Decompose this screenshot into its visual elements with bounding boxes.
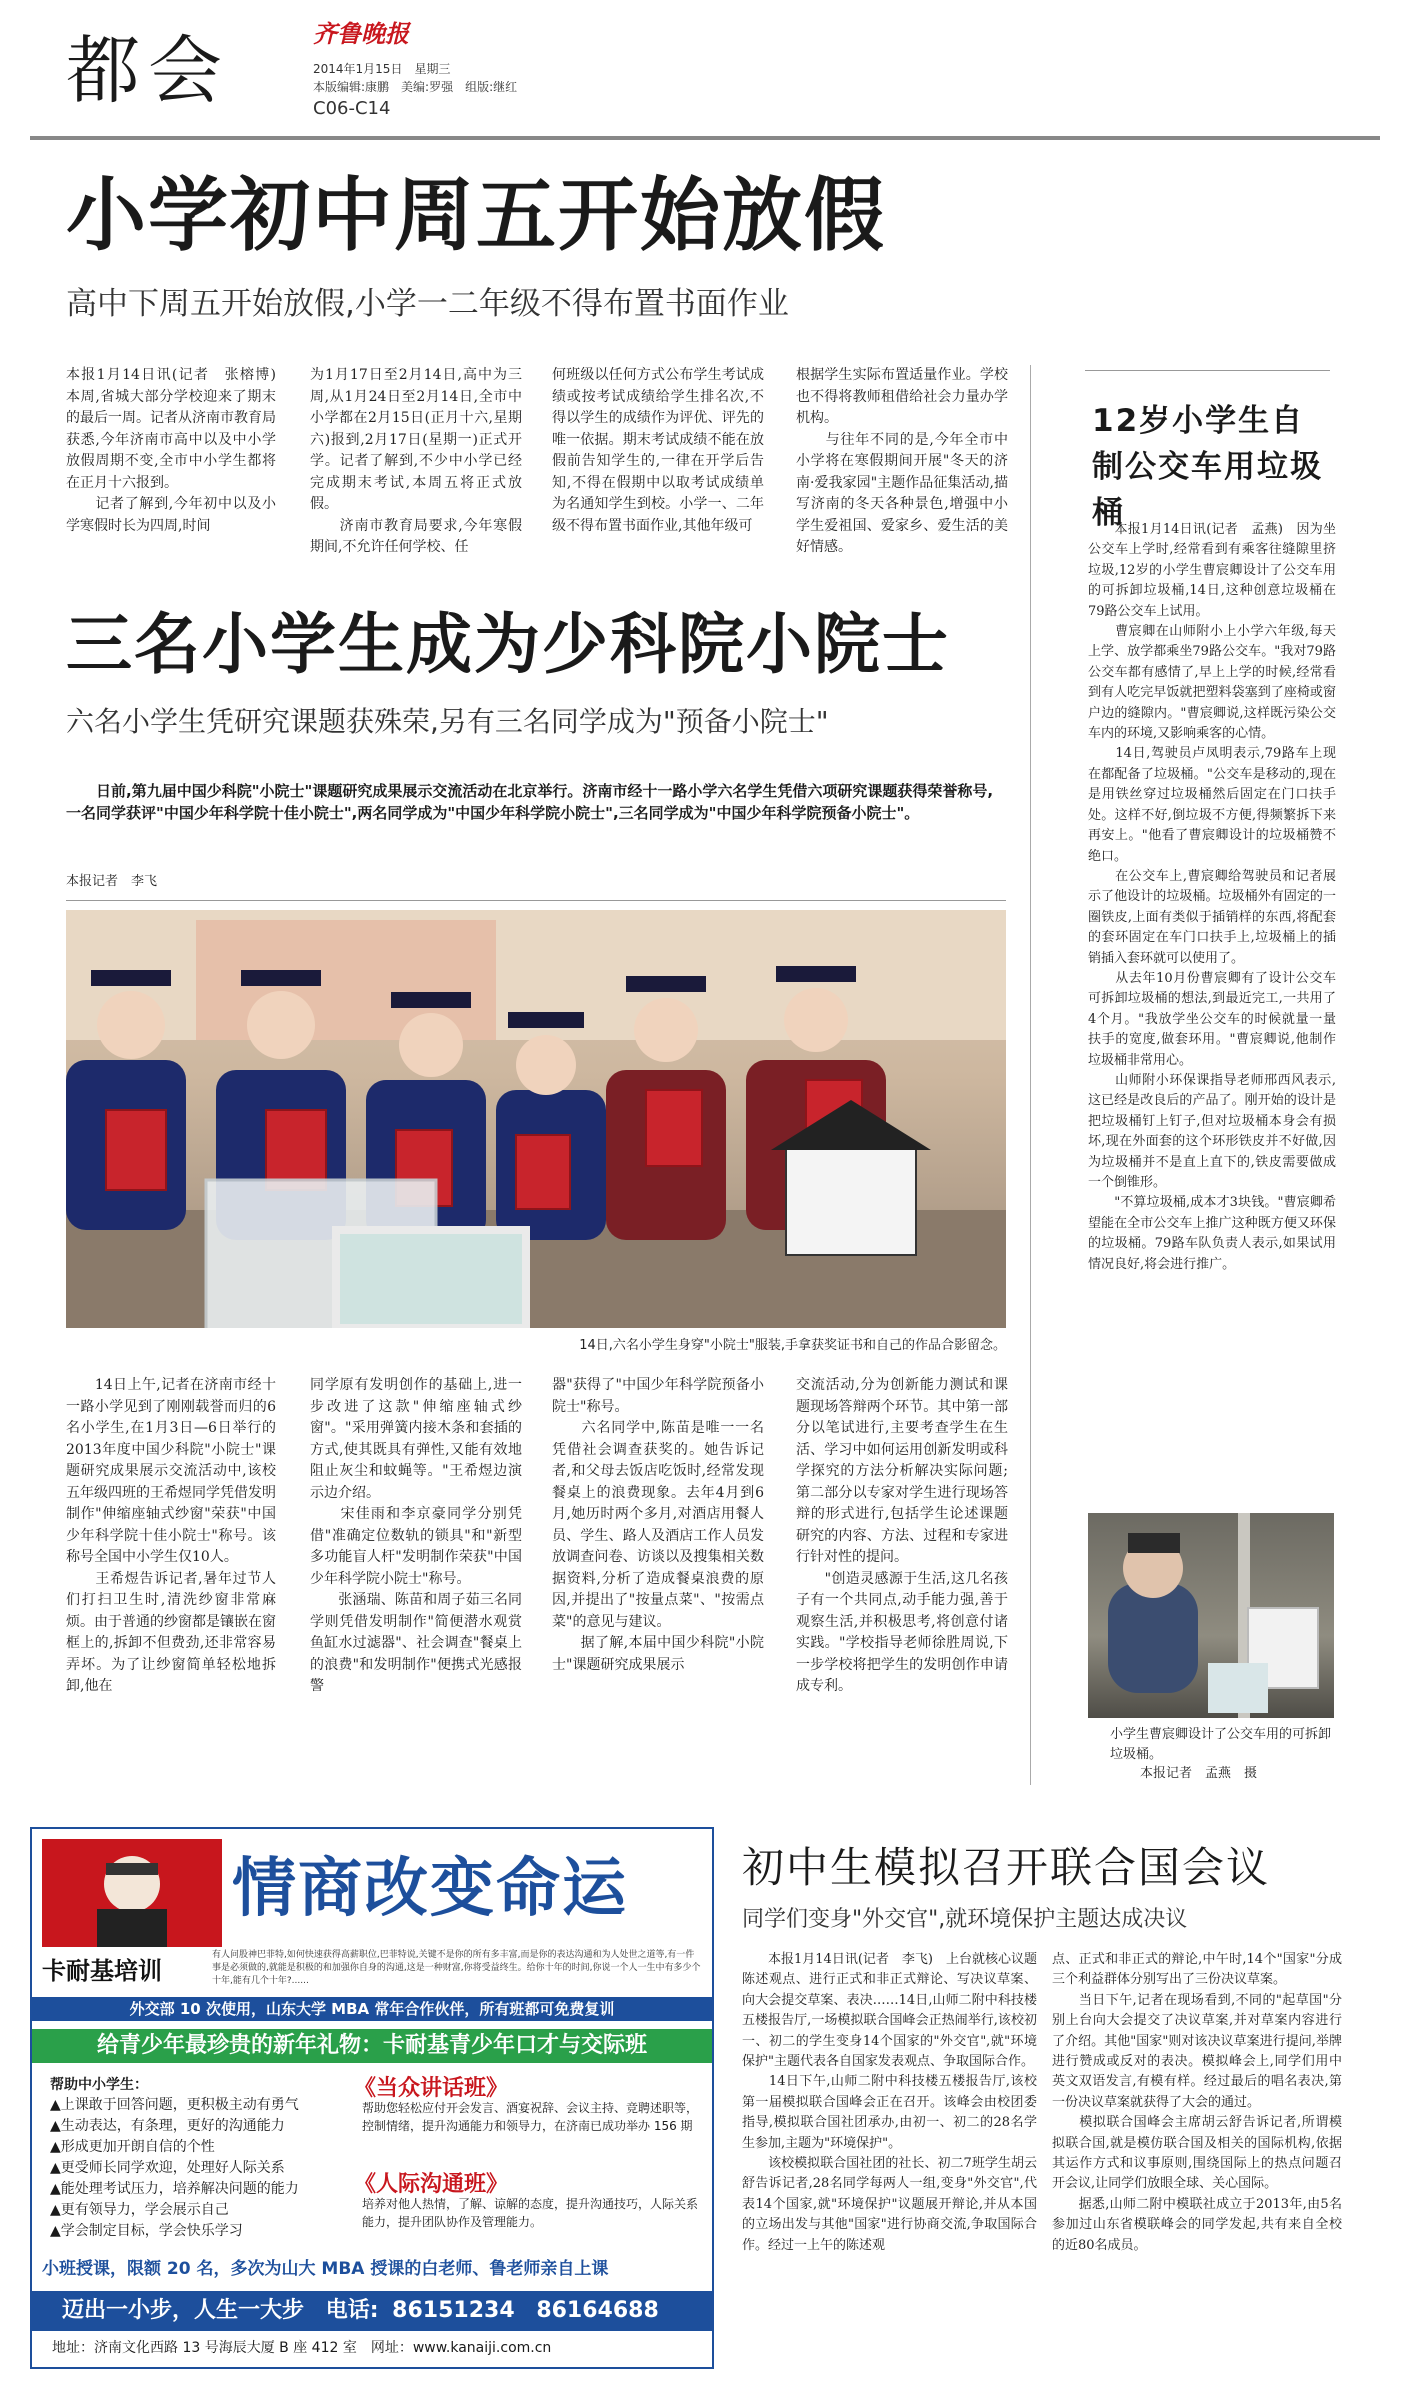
story1-col3: 何班级以任何方式公布学生考试成绩或按考试成绩给学生排名次,不得以学生的成绩作为评优、评先的唯一依据。期末考试成绩不能在放假前告知学生的,一律在开学后告知,不得在假期中以取考试成绩单为名通知学生到校。小学一、二年级不得布置书面作业,其他年级可: [552, 367, 764, 534]
story1-subhead: 高中下周五开始放假,小学一二年级不得布置书面作业: [66, 286, 789, 322]
column-divider: [1030, 365, 1031, 1785]
bus-bin-photo-art: [1088, 1513, 1334, 1718]
story1-col4: 根据学生实际布置适量作业。学校也不得将教师租借给社会力量办学机构。 与往年不同的是,今年全市中小学将在寒假期间开展"冬天的济南·爱我家园"主题作品征集活动,描写济南的冬天各种景色,增强中小学生爱祖国、爱家乡、爱生活的美好情感。: [796, 367, 1008, 555]
ad-small-class: 小班授课，限额 20 名，多次为山大 MBA 授课的白老师、鲁老师亲自上课: [42, 2259, 609, 2279]
ad-help-title: 帮助中小学生：: [50, 2077, 148, 2093]
story2-col3: 器"获得了"中国少年科学院预备小院士"称号。 六名同学中,陈苗是唯一一名凭借社会调查获奖的。她告诉记者,和父母去饭店吃饭时,经常发现餐桌上的浪费现象。去年4月到6月,她历时两个多月,对酒店用餐人员、学生、路人及酒店工作人员发放调查问卷、访谈以及搜集相关数据资料,分析了造成餐桌浪费的原因,并提出了"按量点菜"、"按需点菜"的意见与建议。 据了解,本届中国少科院"小院士"课题研究成果展示: [552, 1377, 764, 1673]
story1-col1: 本报1月14日讯(记者 张榕博) 本周,省城大部分学校迎来了期末的最后一周。记者从济南市教育局获悉,今年济南市高中以及中小学放假周期不变,全市中小学生都将在正月十六报到。 记者了解到,今年初中以及小学寒假时长为四周,时间: [66, 367, 276, 534]
story2-subhead: 六名小学生凭研究课题获殊荣,另有三名同学成为"预备小院士": [66, 705, 829, 738]
bus-bin-caption: 小学生曹宸卿设计了公交车用的可拆卸垃圾桶。: [1110, 1727, 1332, 1762]
story2-col2: 同学原有发明创作的基础上,进一步改进了这款"伸缩座轴式纱窗"。"采用弹簧内接木条和套插的方式,使其既具有弹性,又能有效地阻止灰尘和蚊蝇等。"王希煜边演示边介绍。 宋佳雨和李京豪同学分别凭借"准确定位数轨的锁具"和"新型多功能盲人杆"发明制作荣获"中国少年科学院小院士"称号。 张涵瑞、陈苗和周子茹三名同学则凭借发明制作"简便潜水观赏鱼缸水过滤器"、社会调查"餐桌上的浪费"和发明制作"便携式光感报警: [310, 1377, 522, 1694]
bus-bin-photo: [1088, 1513, 1334, 1718]
story2-divider: [66, 900, 1006, 901]
story2-byline: 本报记者 李飞: [66, 874, 158, 889]
ad-partner-bar: 外交部 10 次使用，山东大学 MBA 常年合作伙伴，所有班都可免费复训: [32, 1997, 712, 2021]
story4-headline: 初中生模拟召开联合国会议: [742, 1843, 1271, 1892]
ad-phone-label: 电话:: [325, 2298, 379, 2323]
story3-body: 本报1月14日讯(记者 孟燕) 因为坐公交车上学时,经常看到有乘客往缝隙里挤垃圾,12岁的小学生曹宸卿设计了公交车用的可拆卸垃圾桶,14日,这种创意垃圾桶在79路公交车上试用。 曹宸卿在山师附小上小学六年级,每天上学、放学都乘坐79路公交车。"我对79路公交车都有感情了,早上上学的时候,经常看到有人吃完早饭就把塑料袋塞到了座椅或窗户边的缝隙内。"曹宸卿说,这样既污染公交车内的环境,又影响乘客的心情。 14日,驾驶员卢凤明表示,79路车上现在都配备了垃圾桶。"公交车是移动的,现在是用铁丝穿过垃圾桶然后固定在门口扶手处。这样不好,倒垃圾不方便,得频繁拆下来再安上。"他看了曹宸卿设计的垃圾桶赞不绝口。 在公交车上,曹宸卿给驾驶员和记者展示了他设计的垃圾桶。垃圾桶外有固定的一圈铁皮,上面有类似于插销样的东西,将配套的套环固定在车门口扶手上,垃圾桶上的插销插入套环就可以使用了。 从去年10月份曹宸卿有了设计公交车可拆卸垃圾桶的想法,到最近完工,一共用了4个月。"我放学坐公交车的时候就量一量扶手的宽度,做套环用。"曹宸卿说,他制作垃圾桶非常用心。 山师附小环保课指导老师邢西风表示,这已经是改良后的产品了。刚开始的设计是把垃圾桶钉上钉子,但对垃圾桶本身会有损坏,现在外面套的这个环形铁皮并不好做,因为垃圾桶并不是直上直下的,铁皮需要做成一个倒锥形。 "不算垃圾桶,成本才3块钱。"曹宸卿希望能在全市公交车上推广这种既方便又环保的垃圾桶。79路车队负责人表示,如果试用情况良好,将会进行推广。: [1088, 522, 1336, 1272]
ad-slogan: 迈出一小步，人生一大步: [62, 2298, 305, 2323]
editor-credits: 本版编辑:康鹏 美编:罗强 组版:继红: [313, 80, 518, 94]
issue-date: 2014年1月15日 星期三: [313, 62, 451, 76]
main-photo-caption: 14日,六名小学生身穿"小院士"服装,手拿获奖证书和自己的作品合影留念。: [579, 1338, 1006, 1353]
story2-col4: 交流活动,分为创新能力测试和课题现场答辩两个环节。其中第一部分以笔试进行,主要考查学生在生活、学习中如何运用创新发明或科学探究的方法分析解决实际问题;第二部分以专家对学生进行现场答辩的形式进行,包括学生论述课题研究的内容、方法、过程和专家进行针对性的提问。 "创造灵感源于生活,这几名孩子有一个共同点,动手能力强,善于观察生活,并积极思考,将创意付诸实践。"学校指导老师徐胜周说,下一步学校将把学生的发明创作申请成专利。: [796, 1377, 1008, 1694]
ad-title: 情商改变命运: [232, 1851, 628, 1926]
ad-contact-bar: [32, 2291, 712, 2331]
story2-lead: 日前,第九届中国少科院"小院士"课题研究成果展示交流活动在北京举行。济南市经十一路小学六名学生凭借六项研究课题获得荣誉称号,一名同学获评"中国少年科学院十佳小院士",两名同学成为"中国少年科学院小院士",三名同学成为"中国少年科学院预备小院士"。: [66, 782, 994, 822]
ad-help-item: ▲生动表达，有条理，更好的沟通能力: [50, 2118, 285, 2134]
story3-top-rule: [1085, 370, 1330, 371]
story2-col1: 14日上午,记者在济南市经十一路小学见到了刚刚载誉而归的6名小学生,在1月3日—6日举行的2013年度中国少科院"小院士"课题研究成果展示交流活动中,该校五年级四班的王希煜同学凭借发明制作"伸缩座轴式纱窗"荣获"中国少年科学院十佳小院士"称号。该称号全国中小学生仅10人。 王希煜告诉记者,暑年过节人们打扫卫生时,清洗纱窗非常麻烦。由于普通的纱窗都是镶嵌在窗框上的,拆卸不但费劲,还非常容易弄坏。为了让纱窗简单轻松地拆卸,他在: [66, 1377, 276, 1694]
ad-phone-1: 86151234: [392, 2298, 515, 2323]
masthead-rule: [30, 136, 1380, 140]
ad-help-list: [50, 2095, 350, 2242]
students-group-photo: [66, 910, 1006, 1328]
story4-subhead: 同学们变身"外交官",就环境保护主题达成决议: [742, 1907, 1188, 1932]
newspaper-logo: 齐鲁晚报: [313, 19, 409, 48]
story2-headline: 三名小学生成为少科院小院士: [66, 606, 950, 683]
section-title: 都会: [66, 28, 230, 114]
ad-course1-text: 帮助您轻松应付开会发言、酒宴祝辞、会议主持、竞聘述职等，控制情绪，提升沟通能力和领导力，在济南已成功举办 156 期: [362, 2101, 699, 2133]
ad-help-item: ▲形成更加开朗自信的个性: [50, 2139, 215, 2155]
story4-col1: 本报1月14日讯(记者 李飞) 上台就核心议题陈述观点、进行正式和非正式辩论、写决议草案、向大会提交草案、表决……14日,山师二附中科技楼五楼报告厅,一场模拟联合国峰会正热闹举行,该校初一、初二的学生变身14个国家的"外交官",就"环境保护"主题代表各自国家发表观点、争取国际合作。 14日下午,山师二附中科技楼五楼报告厅,该校第一届模拟联合国峰会正在召开。该峰会由校团委指导,模拟联合国社团承办,由初一、初二的28名学生参加,主题为"环境保护"。 该校模拟联合国社团的社长、初二7班学生胡云舒告诉记者,28名同学每两人一组,变身"外交官",代表14个国家,就"环境保护"议题展开辩论,并从本国的立场出发与其他"国家"进行协商交流,争取国际合作。经过一上午的陈述观: [742, 1952, 1037, 2253]
ad-course2-text: 培养对他人热情，了解、谅解的态度，提升沟通技巧，人际关系能力，提升团队协作及管理能力。: [362, 2197, 699, 2229]
story1-headline: 小学初中周五开始放假: [66, 169, 886, 262]
story4-col2: 点、正式和非正式的辩论,中午时,14个"国家"分成三个利益群体分别写出了三份决议草案。 当日下午,记者在现场看到,不同的"起草国"分别上台向大会提交了决议草案,并对草案内容进行了介绍。其他"国家"则对该决议草案进行提问,举牌进行赞成或反对的表决。模拟峰会上,同学们用中英文双语发言,有模有样。经过最后的唱名表决,第一份决议草案就获得了大会的通过。 模拟联合国峰会主席胡云舒告诉记者,所谓模拟联合国,就是模仿联合国及相关的国际机构,依据其运作方式和议事原则,围绕国际上的热点问题召开会议,让同学们放眼全球、关心国际。 据悉,山师二附中模联社成立于2013年,由5名参加过山东省模联峰会的同学发起,共有来自全校的近80名成员。: [1052, 1952, 1342, 2253]
ad-intro: 有人问股神巴菲特,如何快速获得高薪职位,巴菲特说,关键不是你的所有多丰富,而是你的表达沟通和为人处世之道等,有一件事是必须做的,就能是积极的和加强你自身的沟通,这是一种财富,你将受益终生。给你十年的时间,你说一个人一生中有多少个十年,能有几个十年?......: [212, 1950, 701, 1986]
ad-portrait: [42, 1839, 222, 1947]
ad-phone-2: 86164688: [536, 2298, 659, 2323]
carnegie-training-ad: [30, 1827, 714, 2369]
ad-help-item: ▲能处理考试压力，培养解决问题的能力: [50, 2181, 299, 2197]
portrait-icon: [42, 1839, 222, 1947]
ad-help-item: ▲上课敢于回答问题，更积极主动有勇气: [50, 2097, 299, 2113]
ad-gift-bar: 给青少年最珍贵的新年礼物：卡耐基青少年口才与交际班: [32, 2029, 712, 2063]
ad-help-item: ▲更受师长同学欢迎，处理好人际关系: [50, 2160, 285, 2176]
ad-brand: 卡耐基培训: [42, 1957, 162, 1985]
bus-bin-byline: 本报记者 孟燕 摄: [1140, 1766, 1258, 1781]
students-photo-art: [66, 910, 1006, 1328]
story3-headline: 12岁小学生自制公交车用垃圾桶: [1092, 403, 1323, 531]
ad-help-item: ▲学会制定目标，学会快乐学习: [50, 2223, 243, 2239]
ad-address: 地址：济南文化西路 13 号海辰大厦 B 座 412 室 网址：www.kanaiji.com.cn: [52, 2340, 552, 2356]
ad-help-item: ▲更有领导力，学会展示自己: [50, 2202, 229, 2218]
ad-course1-title: 《当众讲话班》: [354, 2076, 509, 2101]
ad-course2-title: 《人际沟通班》: [354, 2172, 509, 2197]
story1-col2: 为1月17日至2月14日,高中为三周,从1月24日至2月14日,全市中小学都在2月15日(正月十六,星期六)报到,2月17日(星期一)正式开学。记者了解到,不少中小学已经完成期末考试,本周五将正式放假。 济南市教育局要求,今年寒假期间,不允许任何学校、任: [310, 367, 522, 555]
page-range: C06-C14: [313, 98, 391, 119]
